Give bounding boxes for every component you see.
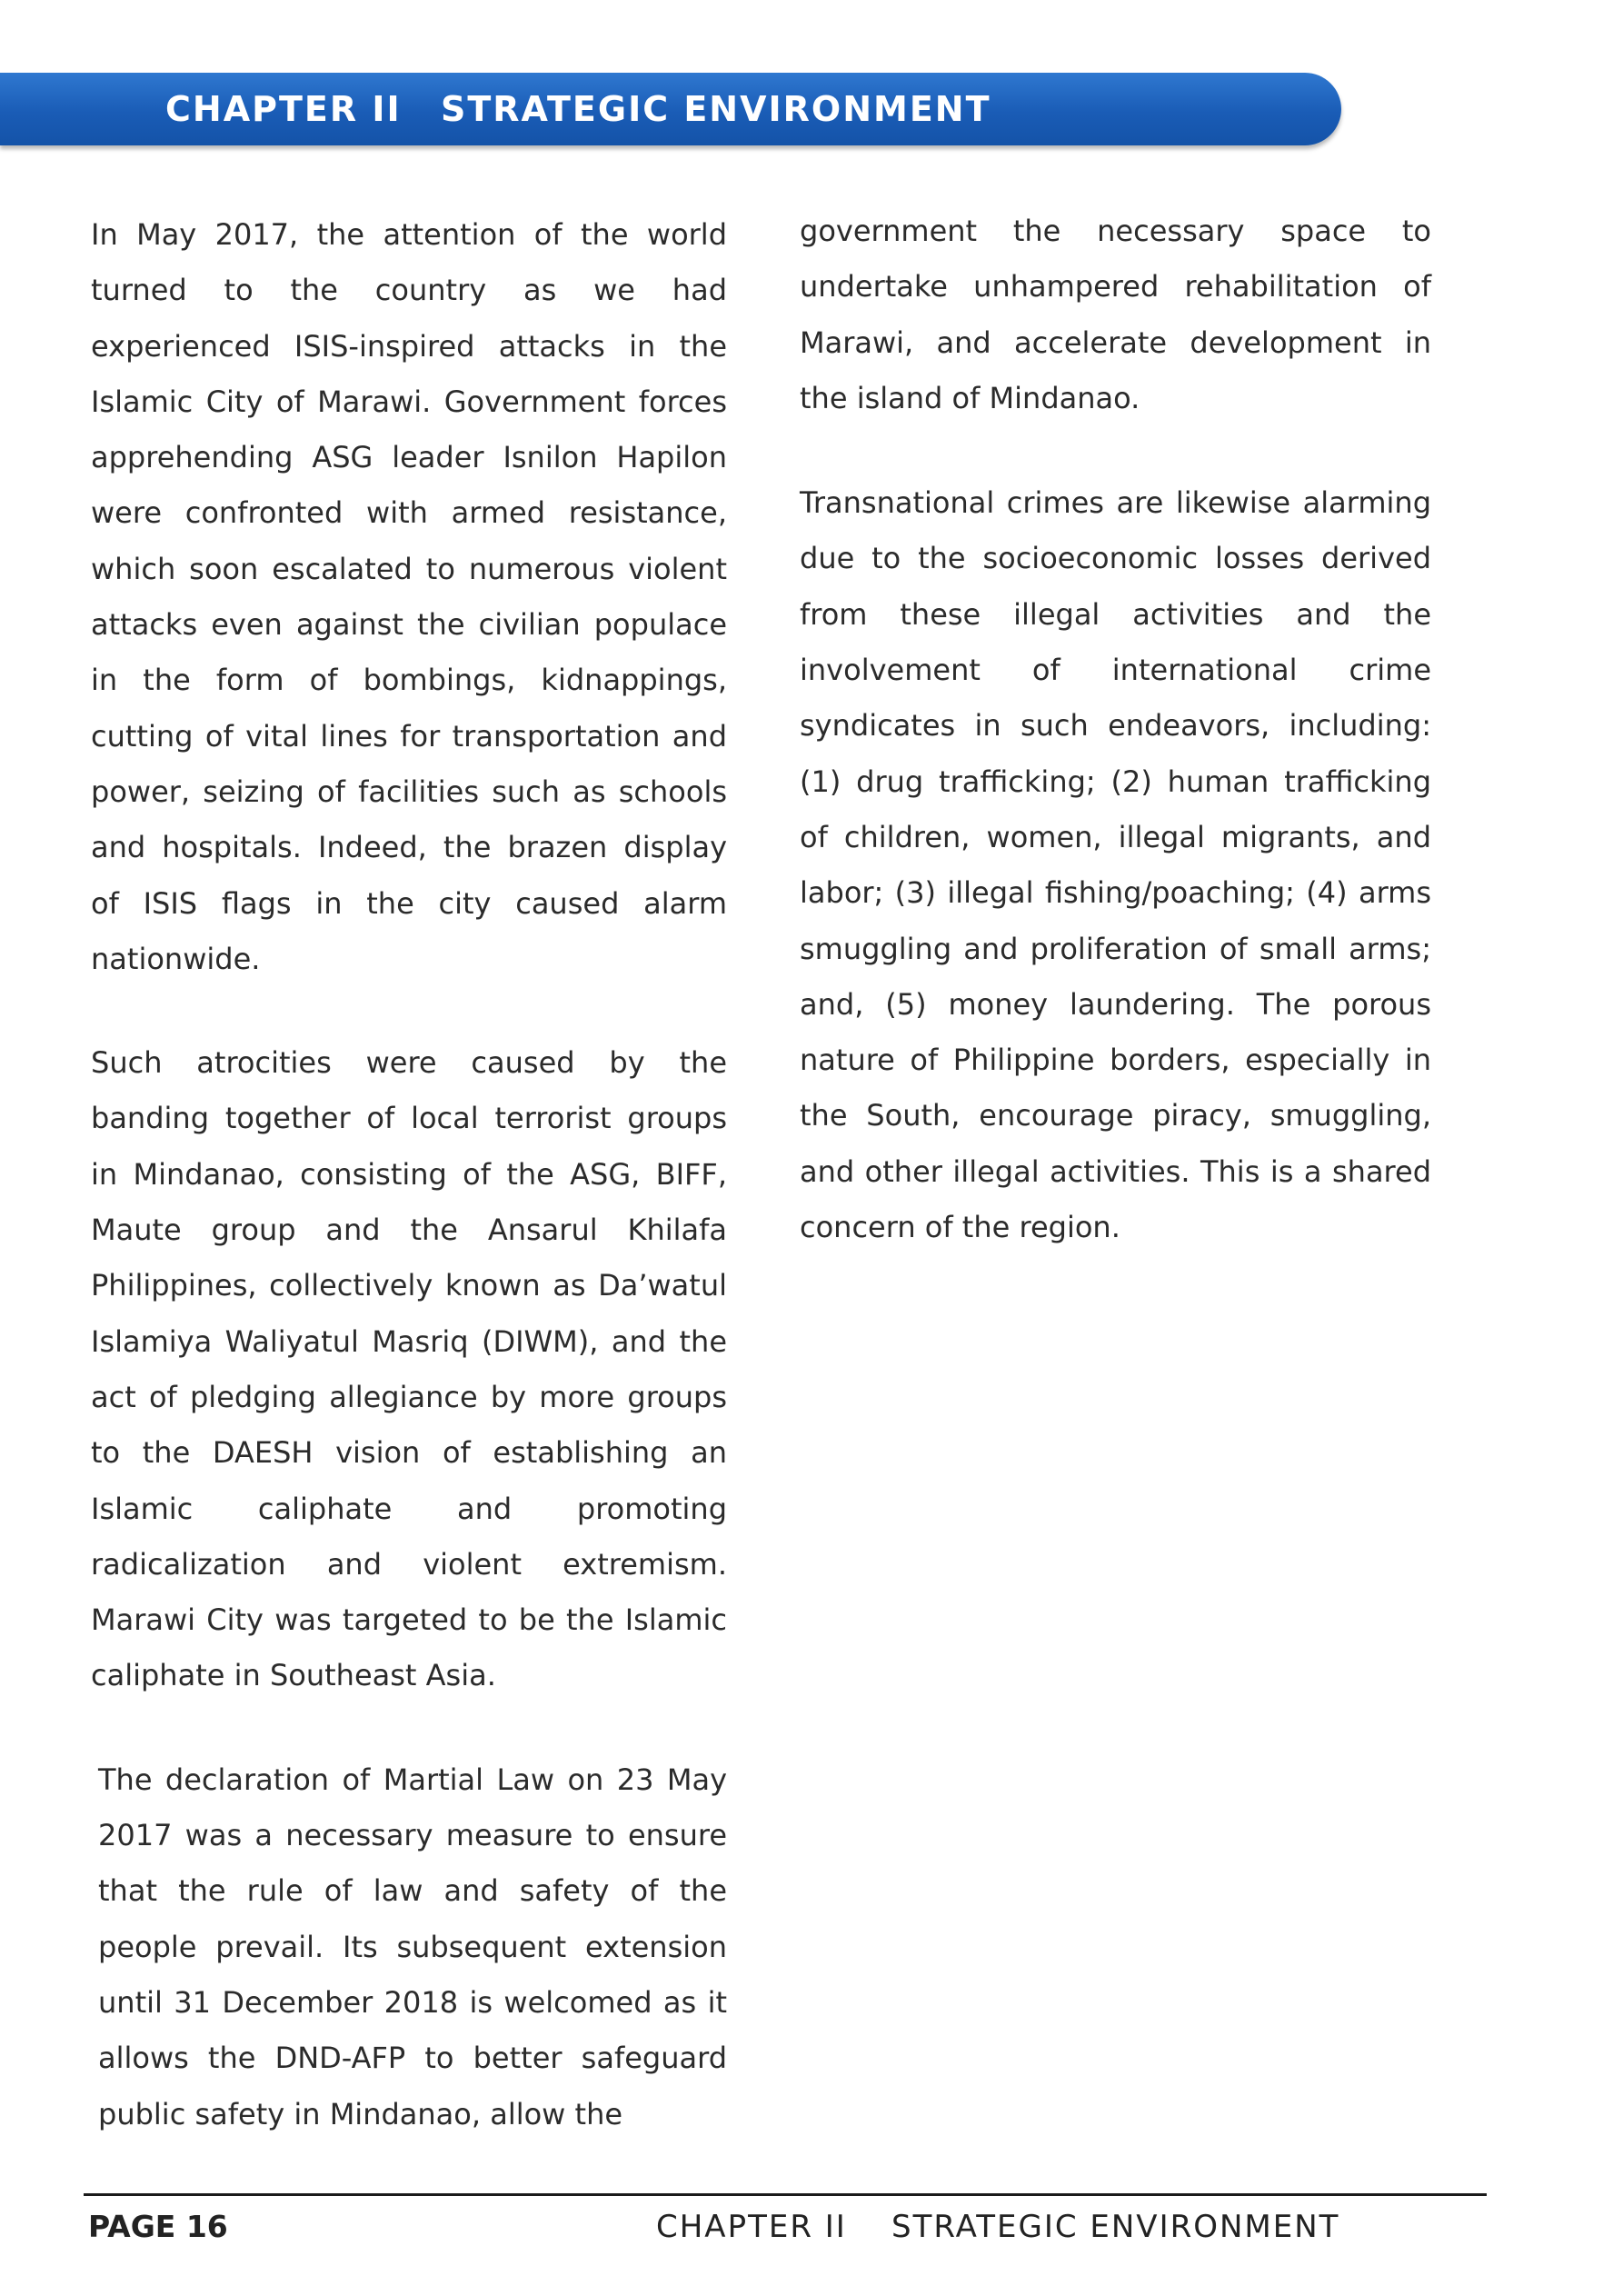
paragraph-transnational-crimes: Transnational crimes are likewise alarming due to the socioeconomic losses derived from these illegal activities and the involvement of international crime syndicates in such endeavors, including: (1) drug trafficking; (2) human trafficking of children, women, illegal migrants, and labor; (3) illegal fishing/poaching; (4) arms smuggling and proliferation of small arms; and, (5) money laundering. The porous nature of Philippine borders, especially in the South, encourage piracy, smuggling, and other illegal activities. This is a shared concern of the region. [800,485,1431,1245]
left-text-column [91,207,727,2142]
footer-chapter-title: STRATEGIC ENVIRONMENT [891,2209,1340,2245]
paragraph-marawi-attacks: In May 2017, the attention of the world turned to the country as we had experienced ISIS-inspired attacks in the Islamic City of Marawi. Government forces apprehending ASG leader Isnilon Hapilon were confronted with armed resistance, which soon escalated to numerous violent attacks even against the civilian populace in the form of bombings, kidnappings, cutting of vital lines for transportation and power, seizing of facilities such as schools and hospitals. Indeed, the brazen display of ISIS flags in the city caused alarm nationwide. [91,217,727,976]
page-number: PAGE 16 [88,2209,228,2244]
footer-chapter-label: CHAPTER II [656,2209,847,2245]
paragraph-martial-law: The declaration of Martial Law on 23 May 2017 was a necessary measure to ensure that the rule of law and safety of the people prevail. Its subsequent extension until 31 December 2018 is welcomed as it allows the DND-AFP to better safeguard public safety in Mindanao, allow the [98,1762,727,2131]
header-chapter-title: STRATEGIC ENVIRONMENT [441,89,991,129]
header-chapter-label: CHAPTER II [165,89,402,129]
paragraph-terrorist-groups: Such atrocities were caused by the banding together of local terrorist groups in Mindanao, consisting of the ASG, BIFF, Maute group and the Ansarul Khilafa Philippines, collectively known as Da’watul Islamiya Waliyatul Masriq (DIWM), and the act of pledging allegiance by more groups to the DAESH vision of establishing an Islamic caliphate and promoting radicalization and violent extremism. Marawi City was targeted to be the Islamic caliphate in Southeast Asia. [91,1045,727,1693]
paragraph-rehabilitation: government the necessary space to undertake unhampered rehabilitation of Marawi, and accelerate development in the island of Mindanao. [800,214,1431,415]
chapter-header-band [0,73,1341,145]
right-text-column [800,204,1431,1255]
footer-divider [84,2193,1487,2196]
